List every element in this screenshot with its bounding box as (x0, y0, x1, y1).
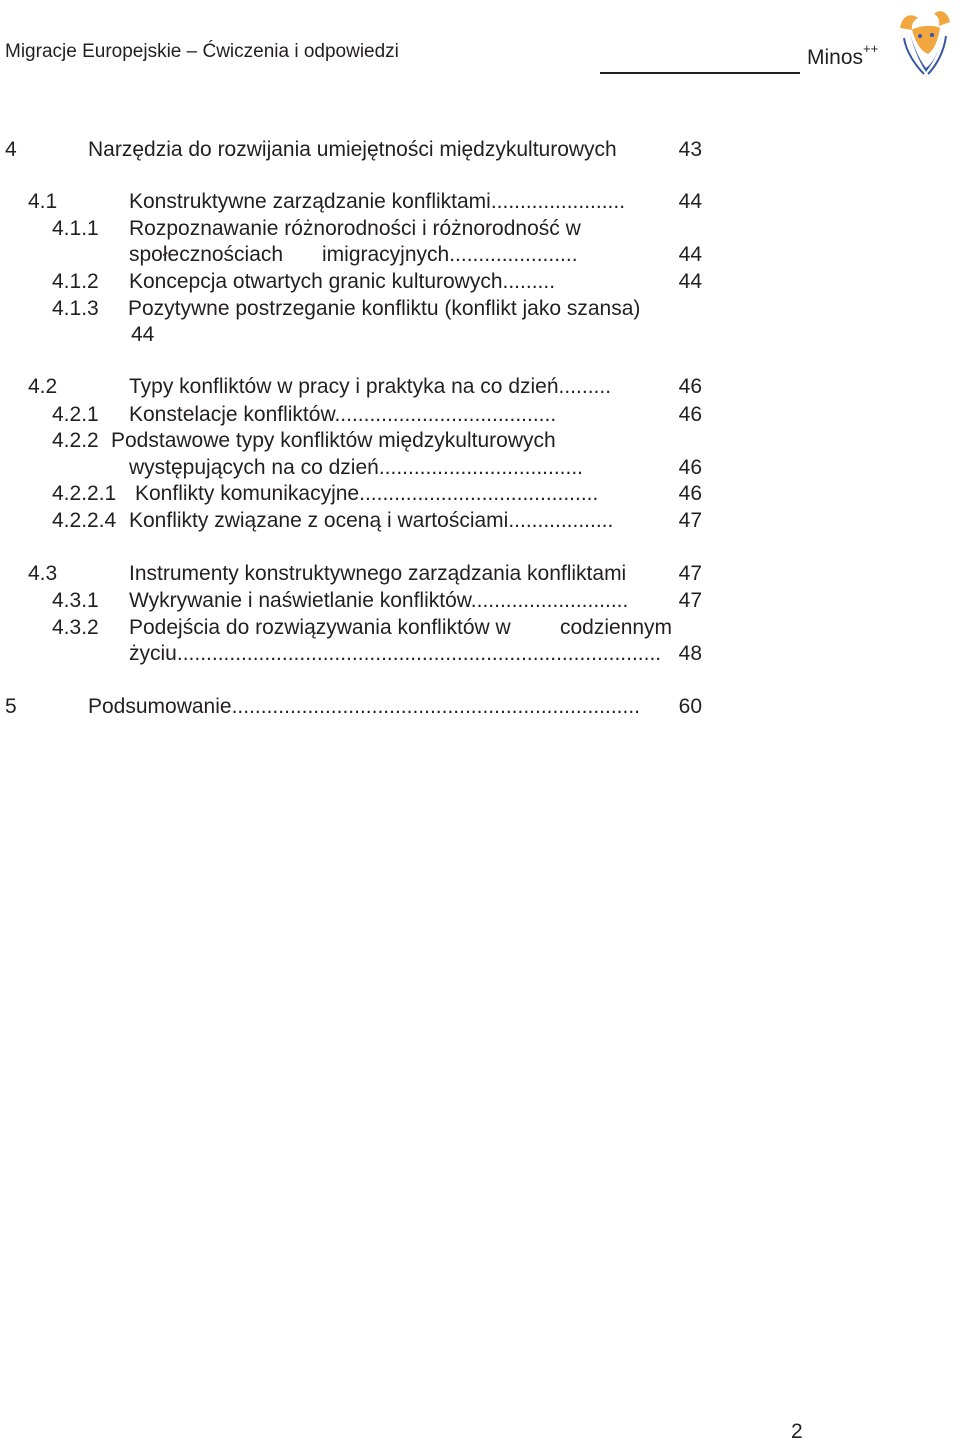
toc-number: 4.1.3 (52, 297, 99, 320)
toc-title-line2 (129, 641, 661, 667)
toc-entry-chapter-5[interactable] (0, 694, 960, 720)
toc-entry-4-2-2[interactable] (0, 428, 960, 454)
toc-title-line1b: codziennym (560, 616, 673, 639)
toc-title-text: występujących na co dzień (129, 456, 379, 479)
toc-entry-4-2-2-1[interactable] (0, 481, 960, 507)
toc-leader-dots: .................. (508, 509, 614, 532)
toc-number: 4.3 (28, 562, 58, 585)
toc-leader-dots: ................................................................................... (176, 642, 662, 665)
toc-entry-4-2-1[interactable] (0, 402, 960, 428)
toc-number: 4.2.2 (52, 429, 99, 452)
toc-title-text: imigracyjnych (322, 243, 450, 266)
toc-number: 4.2.2.1 (52, 482, 117, 505)
toc-number: 4.2.1 (52, 403, 99, 426)
toc-title-text: Konflikty związane z oceną i wartościami (129, 509, 509, 532)
toc-title-line1: Podstawowe typy konfliktów międzykulturowych (111, 429, 556, 452)
toc-title: Instrumenty konstruktywnego zarządzania konfliktami (129, 562, 627, 585)
toc-leader-dots: ...................................... (334, 403, 557, 426)
toc-entry-4-1-1-continued[interactable] (0, 242, 960, 268)
toc-leader-dots: ......... (502, 270, 556, 293)
toc-leader-dots: ........................... (470, 589, 629, 612)
toc-page: 46 (678, 403, 702, 426)
toc-title-text: Podsumowanie (88, 695, 232, 718)
toc-page: 44 (678, 270, 702, 293)
toc-title-line1: Rozpoznawanie różnorodności i różnorodność w (129, 217, 581, 240)
toc-page: 47 (678, 509, 702, 532)
brand-name: Minos (807, 46, 864, 69)
toc-number: 4.2 (28, 375, 58, 398)
toc-title (129, 269, 555, 295)
toc-entry-4-2[interactable] (0, 374, 960, 400)
toc-title (129, 402, 556, 428)
toc-page: 44 (678, 243, 702, 266)
toc-number: 4.3.2 (52, 616, 99, 639)
toc-page: 47 (678, 562, 702, 585)
toc-entry-4-3-2[interactable] (0, 615, 960, 641)
toc-leader-dots: ....................... (490, 190, 626, 213)
toc-title-text: Wykrywanie i naświetlanie konfliktów (129, 589, 471, 612)
toc-page: 44 (131, 323, 155, 346)
toc-number: 5 (5, 695, 17, 718)
toc-number: 4.1.1 (52, 217, 99, 240)
toc-leader-dots: ......... (558, 375, 612, 398)
toc-title-text: Konstruktywne zarządzanie konfliktami (129, 190, 491, 213)
toc-page: 46 (678, 482, 702, 505)
toc-entry-4-1-3-page-line[interactable] (0, 322, 960, 348)
toc-entry-4-1-2[interactable] (0, 269, 960, 295)
header-brand (807, 41, 879, 70)
minos-bull-logo-icon (896, 8, 954, 76)
toc-page: 46 (678, 456, 702, 479)
toc-title-line2: społecznościach (129, 243, 284, 266)
toc-entry-4-2-2-continued[interactable] (0, 455, 960, 481)
page-number: 2 (791, 1420, 803, 1443)
toc-title-line2 (129, 455, 583, 481)
toc-title-text: Konstelacje konfliktów (129, 403, 335, 426)
toc-title (129, 508, 613, 534)
toc-entry-chapter-4[interactable] (0, 137, 960, 163)
toc-entry-4-1-3[interactable] (0, 296, 960, 322)
toc-title-text: życiu (129, 642, 177, 665)
toc-title-line1: Podejścia do rozwiązywania konfliktów w (129, 616, 511, 639)
toc-entry-4-1[interactable] (0, 189, 960, 215)
toc-title (129, 189, 625, 215)
toc-title: Pozytywne postrzeganie konfliktu (konflikt jako szansa) (128, 297, 641, 320)
toc-title (88, 694, 640, 720)
toc-number: 4.1.2 (52, 270, 99, 293)
toc-title (135, 481, 598, 507)
toc-page: 47 (678, 589, 702, 612)
toc-title: Narzędzia do rozwijania umiejętności międzykulturowych (88, 138, 617, 161)
toc-leader-dots: ...................... (449, 243, 578, 266)
toc-number: 4 (5, 138, 17, 161)
brand-superscript: ++ (863, 41, 879, 56)
header-rule (600, 72, 800, 74)
toc-leader-dots: ...................................................................... (231, 695, 641, 718)
toc-entry-4-3-2-continued[interactable] (0, 641, 960, 667)
toc-entry-4-3-1[interactable] (0, 588, 960, 614)
toc-page: 43 (678, 138, 702, 161)
toc-title-line2b (322, 242, 578, 268)
toc-title-text: Konflikty komunikacyjne (135, 482, 360, 505)
toc-page: 48 (678, 642, 702, 665)
toc-entry-4-2-2-4[interactable] (0, 508, 960, 534)
toc-title (129, 374, 611, 400)
toc-page: 44 (678, 190, 702, 213)
toc-number: 4.2.2.4 (52, 509, 117, 532)
toc-number: 4.1 (28, 190, 58, 213)
toc-entry-4-3[interactable] (0, 561, 960, 587)
toc-title-text: Koncepcja otwartych granic kulturowych (129, 270, 503, 293)
toc-title-text: Typy konfliktów w pracy i praktyka na co dzień (129, 375, 559, 398)
toc-page: 60 (678, 695, 702, 718)
toc-entry-4-1-1[interactable] (0, 216, 960, 242)
toc-page: 46 (678, 375, 702, 398)
toc-number: 4.3.1 (52, 589, 99, 612)
toc-title (129, 588, 628, 614)
toc-leader-dots: ................................... (378, 456, 584, 479)
document-header-title: Migracje Europejskie – Ćwiczenia i odpowiedzi (5, 41, 399, 62)
toc-leader-dots: ......................................... (359, 482, 599, 505)
